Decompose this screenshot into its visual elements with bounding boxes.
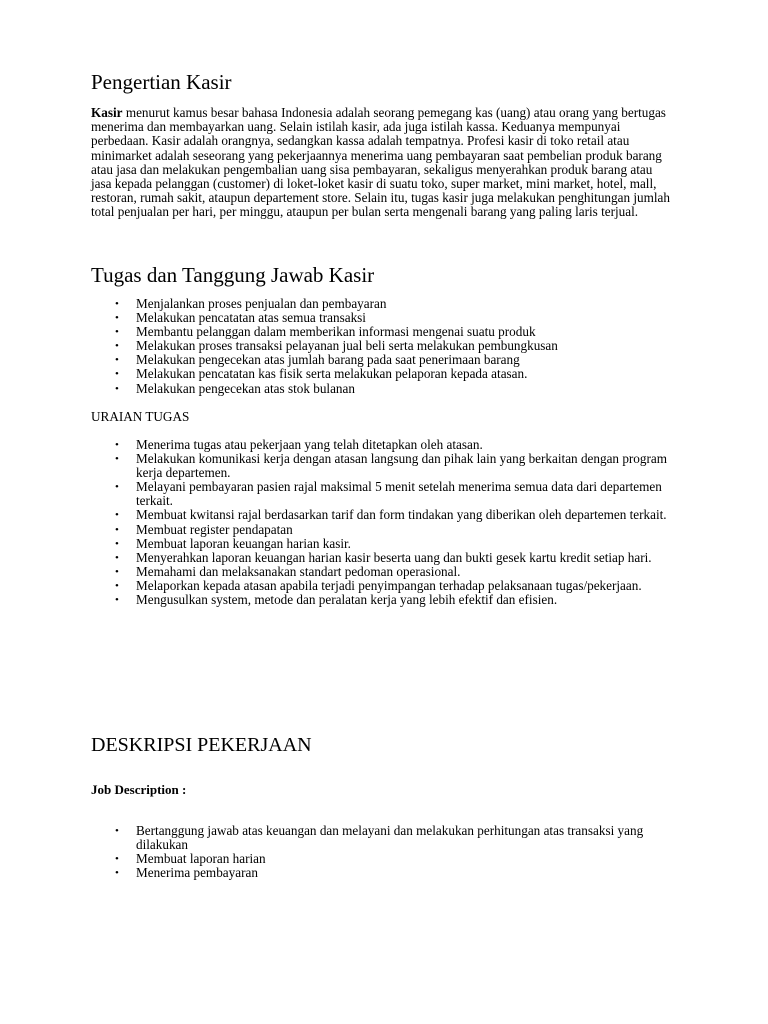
list-item: • Menjalankan proses penjualan dan pembayaran [115,296,387,311]
bullet-icon: • [115,312,119,325]
list-item: • Melakukan pengecekan atas stok bulanan [115,380,355,396]
list-item: • Membuat kwitansi rajal berdasarkan tarif dan form tindakan yang diberikan oleh departemen terkait. [115,507,667,523]
heading-pengertian-kasir: Pengertian Kasir [91,70,232,94]
list-item: • Menyerahkan laporan keuangan harian kasir beserta uang dan bukti gesek kartu kredit setiap hari. [115,549,652,565]
list-item: • Melakukan pencatatan atas semua transaksi [115,310,366,326]
bullet-icon: • [115,453,119,466]
bullet-icon: • [115,368,119,381]
bullet-icon: • [115,537,119,550]
heading-deskripsi-pekerjaan: DESKRIPSI PEKERJAAN [91,734,312,756]
list-item: • Membantu pelanggan dalam memberikan informasi mengenai suatu produk [115,324,536,340]
bullet-icon: • [115,354,119,367]
bullet-icon: • [115,565,119,578]
label-job-description: Job Description : [91,782,187,797]
bullet-icon: • [115,853,119,866]
bullet-icon: • [115,509,119,522]
list-uraian-tugas [91,438,681,607]
list-item: • Melakukan pencatatan kas fisik serta melakukan pelaporan kepada atasan. [115,366,528,382]
bullet-icon: • [115,867,119,880]
list-item: • Memahami dan melaksanakan standart pedoman operasional. [115,563,461,579]
bullet-icon: • [115,298,119,310]
list-item: • Melakukan pengecekan atas jumlah barang pada saat penerimaan barang [115,352,520,368]
bullet-icon: • [115,579,119,592]
list-item: • Melakukan komunikasi kerja dengan atasan langsung dan pihak lain yang berkaitan dengan program kerja departemen. [115,451,667,481]
list-job-description [91,824,681,880]
bullet-icon: • [115,481,119,494]
label-uraian-tugas: URAIAN TUGAS [91,409,190,424]
bold-term-kasir: Kasir [91,105,123,120]
list-item: • Melaporkan kepada atasan apabila terjadi penyimpangan terhadap pelaksanaan tugas/pekerjaan. [115,577,642,593]
paragraph-text: menurut kamus besar bahasa Indonesia adalah seorang pemegang kas (uang) atau orang yang bertugas menerima dan membayarkan uang. Selain istilah kasir, ada juga istilah kassa. Keduanya mempunyai perbedaan. Kasir adalah orangnya, sedangkan kassa adalah tempatnya. Profesi kasir di toko retail atau minimarket adalah seseorang yang pekerjaannya menerima uang pembayaran saat pembelian produk barang atau jasa dan melakukan pengembalian uang sisa pembayaran, sekaligus menyerahkan produk barang atau jasa kepada pelanggan (customer) di loket-loket kasir di suatu toko, super market, mini market, hotel, mall, restoran, rumah sakit, ataupun departement store. Selain itu, tugas kasir juga melakukan penghitungan jumlah total penjualan per hari, per minggu, ataupun per bulan serta mengenali barang yang paling laris terjual. [91,105,670,220]
bullet-icon: • [115,551,119,564]
list-item: • Menerima tugas atau pekerjaan yang telah ditetapkan oleh atasan. [115,437,483,452]
list-tugas-tanggung-jawab [91,297,681,396]
list-item: • Melakukan proses transaksi pelayanan jual beli serta melakukan pembungkusan [115,338,558,354]
bullet-icon: • [115,326,119,339]
paragraph-pengertian [91,106,676,220]
bullet-icon: • [115,340,119,353]
bullet-icon: • [115,382,119,395]
bullet-icon: • [115,523,119,536]
bullet-icon: • [115,825,119,837]
bullet-icon: • [115,439,119,451]
list-item: • Mengusulkan system, metode dan peralatan kerja yang lebih efektif dan efisien. [115,592,558,608]
bullet-icon: • [115,594,119,607]
list-item: • Menerima pembayaran [115,865,258,881]
list-item: • Bertanggung jawab atas keuangan dan melayani dan melakukan perhitungan atas transaksi yang dilakukan [115,823,644,853]
list-item: • Membuat laporan keuangan harian kasir. [115,535,351,551]
list-item: • Melayani pembayaran pasien rajal maksimal 5 menit setelah menerima semua data dari departemen terkait. [115,479,662,509]
heading-tugas-tanggung-jawab: Tugas dan Tanggung Jawab Kasir [91,263,375,287]
list-item: • Membuat register pendapatan [115,521,293,537]
list-item: • Membuat laporan harian [115,851,266,867]
